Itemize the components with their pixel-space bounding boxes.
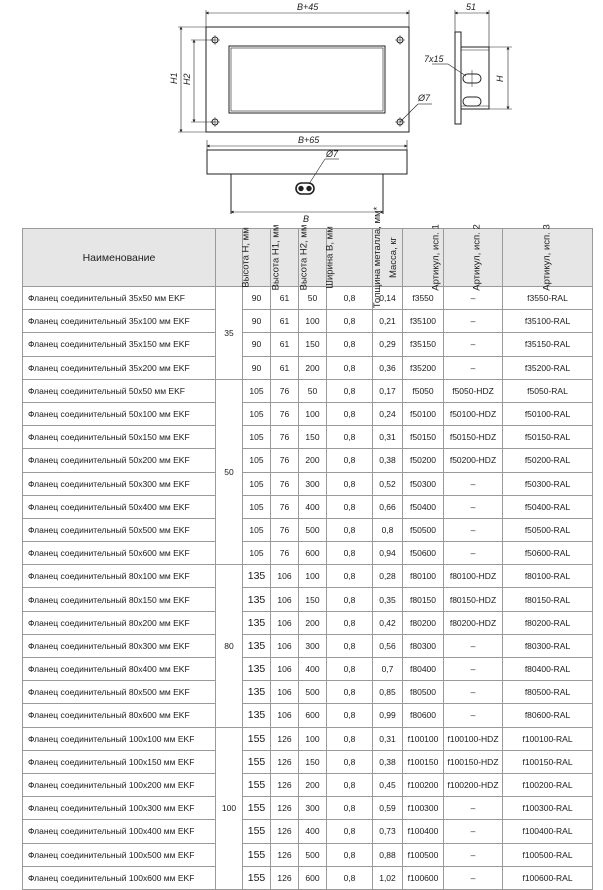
product-name: Фланец соединительный 100х600 мм EKF (23, 866, 216, 889)
height-h1-value: 105 (243, 518, 271, 541)
width-b-value: 400 (299, 658, 327, 681)
width-b-value: 500 (299, 518, 327, 541)
article-1-value: f80600 (403, 704, 444, 727)
height-h1-value: 155 (243, 820, 271, 843)
article-1-value: f50500 (403, 518, 444, 541)
technical-drawings (0, 0, 603, 228)
mass-value: 0,73 (373, 820, 403, 843)
article-1-value: f100150 (403, 750, 444, 773)
article-2-value: – (444, 658, 503, 681)
height-h1-value: 105 (243, 495, 271, 518)
height-h1-value: 155 (243, 750, 271, 773)
article-2-value: – (444, 356, 503, 379)
article-2-value: f100100-HDZ (444, 727, 503, 750)
mounting-hole (395, 35, 405, 45)
mass-value: 0,14 (373, 287, 403, 310)
dim-h2: H2 (182, 73, 192, 85)
slot-hole (296, 183, 314, 194)
height-h2-value: 76 (271, 472, 299, 495)
width-b-value: 500 (299, 843, 327, 866)
thickness-value: 0,8 (327, 773, 373, 796)
mass-value: 0,28 (373, 565, 403, 588)
width-b-value: 50 (299, 287, 327, 310)
mass-value: 0,17 (373, 379, 403, 402)
article-2-value: – (444, 333, 503, 356)
width-b-value: 400 (299, 495, 327, 518)
height-h2-value: 126 (271, 820, 299, 843)
height-h1-value: 155 (243, 843, 271, 866)
mass-value: 0,88 (373, 843, 403, 866)
article-3-value: f80400-RAL (503, 658, 593, 681)
article-1-value: f100100 (403, 727, 444, 750)
height-group-value: 35 (216, 287, 243, 380)
width-b-value: 100 (299, 310, 327, 333)
table-row (23, 634, 593, 657)
mass-value: 0,21 (373, 310, 403, 333)
width-b-value: 200 (299, 611, 327, 634)
article-2-value: – (444, 495, 503, 518)
article-2-value: – (444, 866, 503, 889)
header-art3: Артикул, исп. 3 (503, 229, 593, 287)
thickness-value: 0,8 (327, 472, 373, 495)
thickness-value: 0,8 (327, 634, 373, 657)
mass-value: 0,7 (373, 658, 403, 681)
height-group-value: 80 (216, 565, 243, 727)
mass-value: 0,45 (373, 773, 403, 796)
article-1-value: f80400 (403, 658, 444, 681)
height-group-value: 100 (216, 727, 243, 889)
article-1-value: f35200 (403, 356, 444, 379)
article-1-value: f50600 (403, 542, 444, 565)
article-3-value: f50500-RAL (503, 518, 593, 541)
product-name: Фланец соединительный 100х300 мм EKF (23, 797, 216, 820)
header-height-h2: Высота Н2, мм (271, 229, 299, 287)
width-b-value: 50 (299, 379, 327, 402)
height-h1-value: 135 (243, 658, 271, 681)
article-1-value: f80150 (403, 588, 444, 611)
thickness-value: 0,8 (327, 565, 373, 588)
article-3-value: f50200-RAL (503, 449, 593, 472)
header-mass: Масса, кг (373, 229, 403, 287)
thickness-value: 0,8 (327, 611, 373, 634)
thickness-value: 0,8 (327, 449, 373, 472)
article-3-value: f50600-RAL (503, 542, 593, 565)
article-1-value: f80100 (403, 565, 444, 588)
product-name: Фланец соединительный 100х500 мм EKF (23, 843, 216, 866)
table-row (23, 472, 593, 495)
article-3-value: f35100-RAL (503, 310, 593, 333)
width-b-value: 200 (299, 449, 327, 472)
width-b-value: 100 (299, 402, 327, 425)
table-row (23, 611, 593, 634)
thickness-value: 0,8 (327, 379, 373, 402)
article-3-value: f80100-RAL (503, 565, 593, 588)
height-h2-value: 126 (271, 797, 299, 820)
height-h2-value: 126 (271, 773, 299, 796)
table-row (23, 356, 593, 379)
height-h1-value: 135 (243, 611, 271, 634)
mass-value: 0,99 (373, 704, 403, 727)
product-name: Фланец соединительный 80х400 мм EKF (23, 658, 216, 681)
article-1-value: f3550 (403, 287, 444, 310)
height-h2-value: 126 (271, 727, 299, 750)
width-b-value: 150 (299, 426, 327, 449)
height-h1-value: 135 (243, 681, 271, 704)
height-h2-value: 126 (271, 843, 299, 866)
height-h2-value: 61 (271, 287, 299, 310)
thickness-value: 0,8 (327, 518, 373, 541)
article-2-value: f100150-HDZ (444, 750, 503, 773)
height-h1-value: 105 (243, 449, 271, 472)
thickness-value: 0,8 (327, 797, 373, 820)
article-1-value: f50100 (403, 402, 444, 425)
article-1-value: f100600 (403, 866, 444, 889)
table-row (23, 495, 593, 518)
article-3-value: f80200-RAL (503, 611, 593, 634)
article-1-value: f35150 (403, 333, 444, 356)
height-h2-value: 106 (271, 634, 299, 657)
article-2-value: f50100-HDZ (444, 402, 503, 425)
height-h1-value: 105 (243, 402, 271, 425)
height-h1-value: 105 (243, 426, 271, 449)
table-row (23, 681, 593, 704)
thickness-value: 0,8 (327, 681, 373, 704)
height-h1-value: 135 (243, 634, 271, 657)
product-name: Фланец соединительный 50х500 мм EKF (23, 518, 216, 541)
header-thickness: Толщина металла, мм* (327, 229, 373, 287)
article-3-value: f50150-RAL (503, 426, 593, 449)
table-row (23, 658, 593, 681)
dim-b: B (303, 214, 310, 224)
article-3-value: f50300-RAL (503, 472, 593, 495)
height-h1-value: 135 (243, 565, 271, 588)
height-h1-value: 155 (243, 727, 271, 750)
height-h1-value: 155 (243, 773, 271, 796)
thickness-value: 0,8 (327, 866, 373, 889)
slot-hole (463, 97, 481, 106)
height-h1-value: 105 (243, 379, 271, 402)
product-name: Фланец соединительный 35х50 мм EKF (23, 287, 216, 310)
article-2-value: f80100-HDZ (444, 565, 503, 588)
product-name: Фланец соединительный 50х50 мм EKF (23, 379, 216, 402)
product-name: Фланец соединительный 50х400 мм EKF (23, 495, 216, 518)
slot-hole (463, 70, 481, 87)
thickness-value: 0,8 (327, 843, 373, 866)
article-1-value: f50200 (403, 449, 444, 472)
mass-value: 0,66 (373, 495, 403, 518)
height-h2-value: 61 (271, 310, 299, 333)
thickness-value: 0,8 (327, 750, 373, 773)
mass-value: 0,59 (373, 797, 403, 820)
dim-h1: H1 (169, 72, 179, 84)
thickness-value: 0,8 (327, 402, 373, 425)
height-h2-value: 61 (271, 356, 299, 379)
flange-side-view (432, 10, 512, 124)
mass-value: 0,24 (373, 402, 403, 425)
article-2-value: – (444, 472, 503, 495)
article-2-value: – (444, 518, 503, 541)
height-h2-value: 76 (271, 518, 299, 541)
width-b-value: 300 (299, 634, 327, 657)
article-1-value: f80300 (403, 634, 444, 657)
dim-slot: 7x15 (424, 54, 444, 64)
mass-value: 0,36 (373, 356, 403, 379)
article-3-value: f100500-RAL (503, 843, 593, 866)
thickness-value: 0,8 (327, 495, 373, 518)
article-3-value: f80500-RAL (503, 681, 593, 704)
mass-value: 0,94 (373, 542, 403, 565)
table-row (23, 542, 593, 565)
table-row (23, 866, 593, 889)
mass-value: 0,31 (373, 727, 403, 750)
height-h2-value: 106 (271, 588, 299, 611)
width-b-value: 150 (299, 750, 327, 773)
article-3-value: f80150-RAL (503, 588, 593, 611)
article-3-value: f35150-RAL (503, 333, 593, 356)
specification-table (22, 206, 593, 890)
thickness-value: 0,8 (327, 727, 373, 750)
flange-top-view (178, 10, 432, 132)
product-name: Фланец соединительный 80х200 мм EKF (23, 611, 216, 634)
product-name: Фланец соединительный 50х100 мм EKF (23, 402, 216, 425)
width-b-value: 300 (299, 797, 327, 820)
header-height-h1: Высота Н1, мм (243, 229, 271, 287)
product-name: Фланец соединительный 50х300 мм EKF (23, 472, 216, 495)
table-row (23, 379, 593, 402)
dim-width-top: B+45 (297, 2, 319, 12)
height-h2-value: 106 (271, 704, 299, 727)
product-name: Фланец соединительный 80х500 мм EKF (23, 681, 216, 704)
height-h1-value: 90 (243, 287, 271, 310)
product-name: Фланец соединительный 100х100 мм EKF (23, 727, 216, 750)
table-header-row (23, 229, 593, 287)
flange-bottom-view (207, 140, 407, 214)
thickness-value: 0,8 (327, 704, 373, 727)
article-3-value: f100200-RAL (503, 773, 593, 796)
header-art1: Артикул, исп. 1 (403, 229, 444, 287)
height-h1-value: 135 (243, 588, 271, 611)
table-row (23, 565, 593, 588)
width-b-value: 200 (299, 773, 327, 796)
dim-width-bottom: B+65 (298, 135, 320, 145)
article-3-value: f100300-RAL (503, 797, 593, 820)
table-row (23, 426, 593, 449)
article-3-value: f3550-RAL (503, 287, 593, 310)
product-name: Фланец соединительный 80х150 мм EKF (23, 588, 216, 611)
dim-depth: 51 (466, 2, 477, 12)
mass-value: 1,02 (373, 866, 403, 889)
mass-value: 0,52 (373, 472, 403, 495)
article-2-value: f80150-HDZ (444, 588, 503, 611)
header-height-h: Высота Н, мм (216, 229, 243, 287)
mass-value: 0,56 (373, 634, 403, 657)
article-1-value: f50150 (403, 426, 444, 449)
header-name: Наименование (23, 229, 216, 287)
table-row (23, 449, 593, 472)
width-b-value: 150 (299, 333, 327, 356)
article-2-value: – (444, 820, 503, 843)
article-1-value: f50400 (403, 495, 444, 518)
mass-value: 0,85 (373, 681, 403, 704)
article-2-value: – (444, 634, 503, 657)
thickness-value: 0,8 (327, 287, 373, 310)
dim-height-h: H (495, 75, 505, 82)
article-3-value: f100150-RAL (503, 750, 593, 773)
table-body (23, 287, 593, 890)
article-2-value: f5050-HDZ (444, 379, 503, 402)
header-width-b: Ширина В, мм (299, 229, 327, 287)
table-row (23, 333, 593, 356)
article-1-value: f100500 (403, 843, 444, 866)
mass-value: 0,38 (373, 449, 403, 472)
product-name: Фланец соединительный 50х150 мм EKF (23, 426, 216, 449)
table-row (23, 843, 593, 866)
height-h2-value: 106 (271, 611, 299, 634)
height-h1-value: 105 (243, 542, 271, 565)
article-2-value: f100200-HDZ (444, 773, 503, 796)
article-2-value: – (444, 542, 503, 565)
table-row (23, 310, 593, 333)
width-b-value: 400 (299, 820, 327, 843)
mass-value: 0,35 (373, 588, 403, 611)
thickness-value: 0,8 (327, 356, 373, 379)
product-name: Фланец соединительный 100х400 мм EKF (23, 820, 216, 843)
height-h2-value: 76 (271, 542, 299, 565)
mass-value: 0,31 (373, 426, 403, 449)
article-2-value: – (444, 704, 503, 727)
product-name: Фланец соединительный 80х300 мм EKF (23, 634, 216, 657)
height-h2-value: 76 (271, 379, 299, 402)
thickness-value: 0,8 (327, 333, 373, 356)
product-name: Фланец соединительный 35х100 мм EKF (23, 310, 216, 333)
article-2-value: – (444, 287, 503, 310)
product-name: Фланец соединительный 35х200 мм EKF (23, 356, 216, 379)
article-2-value: – (444, 310, 503, 333)
product-name: Фланец соединительный 50х600 мм EKF (23, 542, 216, 565)
width-b-value: 500 (299, 681, 327, 704)
thickness-value: 0,8 (327, 658, 373, 681)
height-h2-value: 76 (271, 402, 299, 425)
height-h2-value: 76 (271, 426, 299, 449)
height-h1-value: 155 (243, 797, 271, 820)
height-h1-value: 155 (243, 866, 271, 889)
width-b-value: 150 (299, 588, 327, 611)
height-h1-value: 90 (243, 356, 271, 379)
table-row (23, 750, 593, 773)
width-b-value: 600 (299, 704, 327, 727)
article-2-value: – (444, 797, 503, 820)
height-h2-value: 61 (271, 333, 299, 356)
table-row (23, 727, 593, 750)
table-row (23, 773, 593, 796)
header-art2: Артикул, исп. 2 (444, 229, 503, 287)
article-3-value: f50400-RAL (503, 495, 593, 518)
width-b-value: 100 (299, 565, 327, 588)
width-b-value: 300 (299, 472, 327, 495)
article-2-value: – (444, 843, 503, 866)
height-h2-value: 106 (271, 565, 299, 588)
height-h1-value: 90 (243, 333, 271, 356)
article-1-value: f100200 (403, 773, 444, 796)
mass-value: 0,38 (373, 750, 403, 773)
product-name: Фланец соединительный 80х600 мм EKF (23, 704, 216, 727)
width-b-value: 200 (299, 356, 327, 379)
article-3-value: f80600-RAL (503, 704, 593, 727)
thickness-value: 0,8 (327, 426, 373, 449)
product-name: Фланец соединительный 35х150 мм EKF (23, 333, 216, 356)
article-2-value: f50200-HDZ (444, 449, 503, 472)
height-h2-value: 126 (271, 866, 299, 889)
height-h1-value: 105 (243, 472, 271, 495)
height-group-value: 50 (216, 379, 243, 565)
product-name: Фланец соединительный 50х200 мм EKF (23, 449, 216, 472)
article-2-value: f80200-HDZ (444, 611, 503, 634)
height-h2-value: 126 (271, 750, 299, 773)
article-3-value: f80300-RAL (503, 634, 593, 657)
article-3-value: f100100-RAL (503, 727, 593, 750)
thickness-value: 0,8 (327, 588, 373, 611)
mass-value: 0,29 (373, 333, 403, 356)
thickness-value: 0,8 (327, 542, 373, 565)
height-h2-value: 76 (271, 495, 299, 518)
article-1-value: f80200 (403, 611, 444, 634)
width-b-value: 600 (299, 542, 327, 565)
table-row (23, 402, 593, 425)
article-1-value: f50300 (403, 472, 444, 495)
article-2-value: – (444, 681, 503, 704)
width-b-value: 600 (299, 866, 327, 889)
mass-value: 0,8 (373, 518, 403, 541)
thickness-value: 0,8 (327, 820, 373, 843)
article-3-value: f5050-RAL (503, 379, 593, 402)
thickness-value: 0,8 (327, 310, 373, 333)
table-row (23, 797, 593, 820)
dim-hole-top: Ø7 (418, 93, 431, 103)
table-row (23, 704, 593, 727)
mass-value: 0,42 (373, 611, 403, 634)
article-2-value: f50150-HDZ (444, 426, 503, 449)
product-name: Фланец соединительный 100х200 мм EKF (23, 773, 216, 796)
product-name: Фланец соединительный 80х100 мм EKF (23, 565, 216, 588)
width-b-value: 100 (299, 727, 327, 750)
article-3-value: f50100-RAL (503, 402, 593, 425)
dim-hole-bottom: Ø7 (326, 149, 339, 159)
article-3-value: f100600-RAL (503, 866, 593, 889)
table-row (23, 588, 593, 611)
article-1-value: f100400 (403, 820, 444, 843)
height-h1-value: 90 (243, 310, 271, 333)
height-h2-value: 106 (271, 658, 299, 681)
table-row (23, 518, 593, 541)
article-1-value: f100300 (403, 797, 444, 820)
article-1-value: f80500 (403, 681, 444, 704)
height-h2-value: 106 (271, 681, 299, 704)
product-name: Фланец соединительный 100х150 мм EKF (23, 750, 216, 773)
height-h2-value: 76 (271, 449, 299, 472)
article-3-value: f35200-RAL (503, 356, 593, 379)
height-h1-value: 135 (243, 704, 271, 727)
article-1-value: f35100 (403, 310, 444, 333)
table-row (23, 820, 593, 843)
article-3-value: f100400-RAL (503, 820, 593, 843)
article-1-value: f5050 (403, 379, 444, 402)
